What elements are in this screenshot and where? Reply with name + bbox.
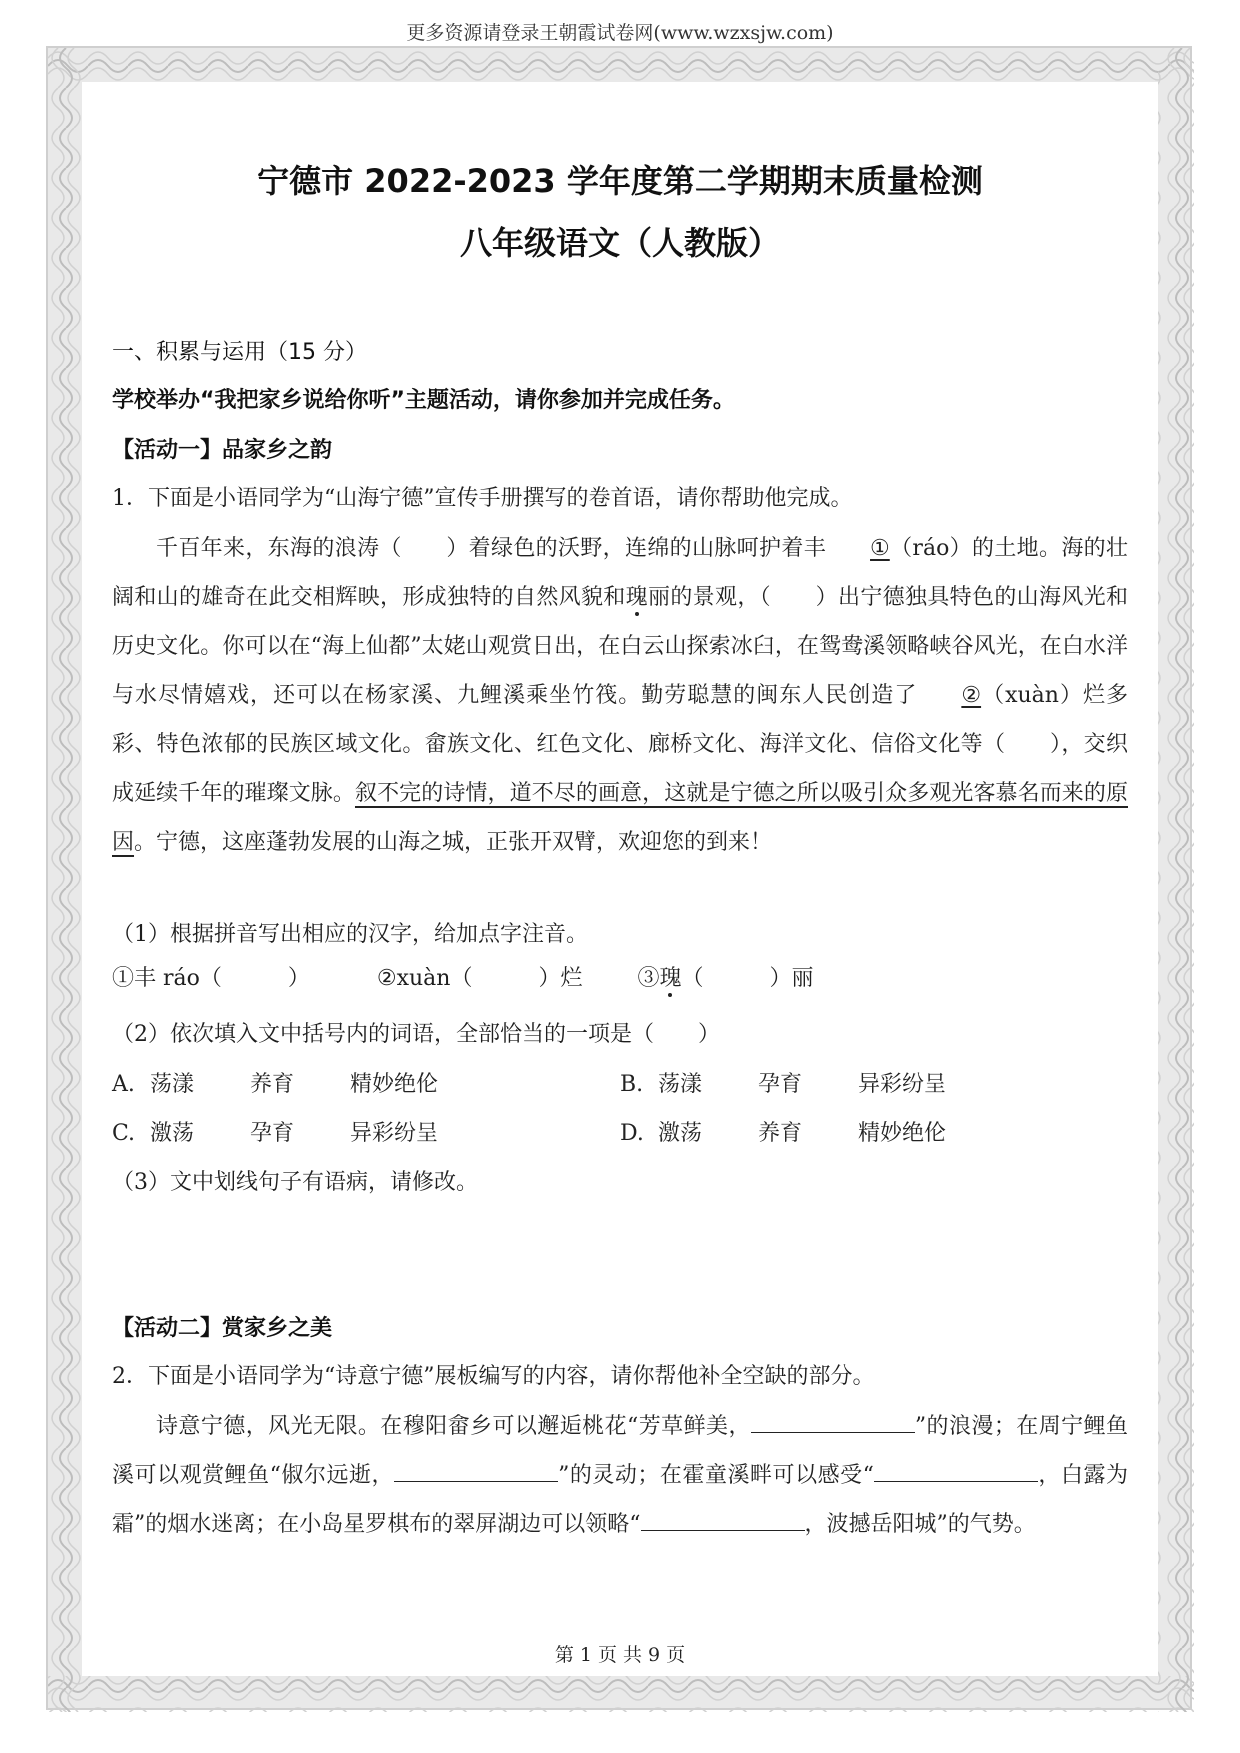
passage-text: 丽的景观，（ ）出宁德独具特色的山海风光和历史文化。你可以在“海上仙都”太姥山观赏日出，在白云山探索冰臼，在鸳鸯溪领略峡谷风光，在白水洋与水尽情嬉戏，还可以在杨家溪、九鲤溪乘坐竹筏。勤劳聪慧的闽东人民创造了 [112,585,1128,708]
item-xuan: ②xuàn（ ）烂 [376,966,583,991]
question-1-1: （1）根据拼音写出相应的汉字，给加点字注音。 [112,922,588,947]
passage-text: 诗意宁德，风光无限。在穆阳畲乡可以邂逅桃花“芳草鲜美， [156,1414,751,1439]
answer-blank-1[interactable] [751,1414,915,1433]
underlined-sentence: 叙不完的诗情，道不尽的画意，这就是宁德之所以吸引众多观光客慕名而来的原因 [112,781,1128,855]
passage-text: 千百年来，东海的浪涛（ ）着绿色的沃野，连绵的山脉呵护着丰 [156,536,827,561]
passage-text: ”的浪漫；在周宁鲤鱼溪可以观赏鲤鱼“俶尔远逝， [112,1414,1128,1488]
pinyin-items [112,964,814,994]
option-a: A. 荡漾 养育 精妙绝伦 [112,1072,439,1097]
question-1-2: （2）依次填入文中括号内的词语，全部恰当的一项是（ ） [112,1022,720,1047]
passage-two [112,1402,1128,1549]
answer-blank-2[interactable] [394,1463,558,1482]
passage-text: （ráo）的土地。海的壮阔和山的雄奇在此交相辉映，形成独特的自然风貌和 [112,536,1128,610]
passage-text: （xuàn）烂多彩、特色浓郁的民族区域文化。畲族文化、红色文化、廊桥文化、海洋文化、信俗文化等（ ），交织成延续千年的璀璨文脉。 [112,683,1128,806]
passage-text: ，波撼岳阳城”的气势。 [804,1512,1036,1537]
marker-1: ① [870,536,890,561]
passage-text: ，白露为霜”的烟水迷离；在小岛星罗棋布的翠屏湖边可以领略“ [112,1463,1128,1537]
item-rao: ①丰 ráo（ ） [112,966,310,991]
passage-one [112,524,1128,867]
section-heading: 一、积累与运用（15 分） [112,340,367,365]
item-gui: ③瑰（ ）丽 [637,966,814,991]
dotted-char: 瑰 [625,585,648,610]
option-c: C. 激荡 孕育 异彩纷呈 [112,1121,439,1146]
passage-text: ”的灵动；在霍童溪畔可以感受“ [558,1463,874,1488]
answer-blank-4[interactable] [641,1512,805,1531]
question-1-3: （3）文中划线句子有语病，请修改。 [112,1170,478,1195]
passage-text: 。宁德，这座蓬勃发展的山海之城，正张开双臂，欢迎您的到来！ [134,830,773,855]
page-title: 宁德市 2022-2023 学年度第二学期期末质量检测 [257,162,983,200]
option-d: D. 激荡 养育 精妙绝伦 [620,1121,947,1146]
option-b: B. 荡漾 孕育 异彩纷呈 [620,1072,947,1097]
answer-blank-3[interactable] [874,1463,1038,1482]
activity-two-heading: 【活动二】赏家乡之美 [112,1316,333,1341]
task-intro: 学校举办“我把家乡说给你听”主题活动，请你参加并完成任务。 [112,388,735,413]
page-subtitle: 八年级语文（人教版） [459,224,780,262]
header-note: 更多资源请登录王朝霞试卷网(www.wzxsjw.com) [406,22,834,44]
title-block [112,150,1128,264]
question-1: 1．下面是小语同学为“山海宁德”宣传手册撰写的卷首语，请你帮助他完成。 [112,486,853,511]
activity-one-heading: 【活动一】品家乡之韵 [112,438,333,463]
question-2: 2．下面是小语同学为“诗意宁德”展板编写的内容，请你帮他补全空缺的部分。 [112,1364,875,1389]
marker-2: ② [961,683,982,708]
page-footer: 第 1 页 共 9 页 [554,1644,686,1666]
